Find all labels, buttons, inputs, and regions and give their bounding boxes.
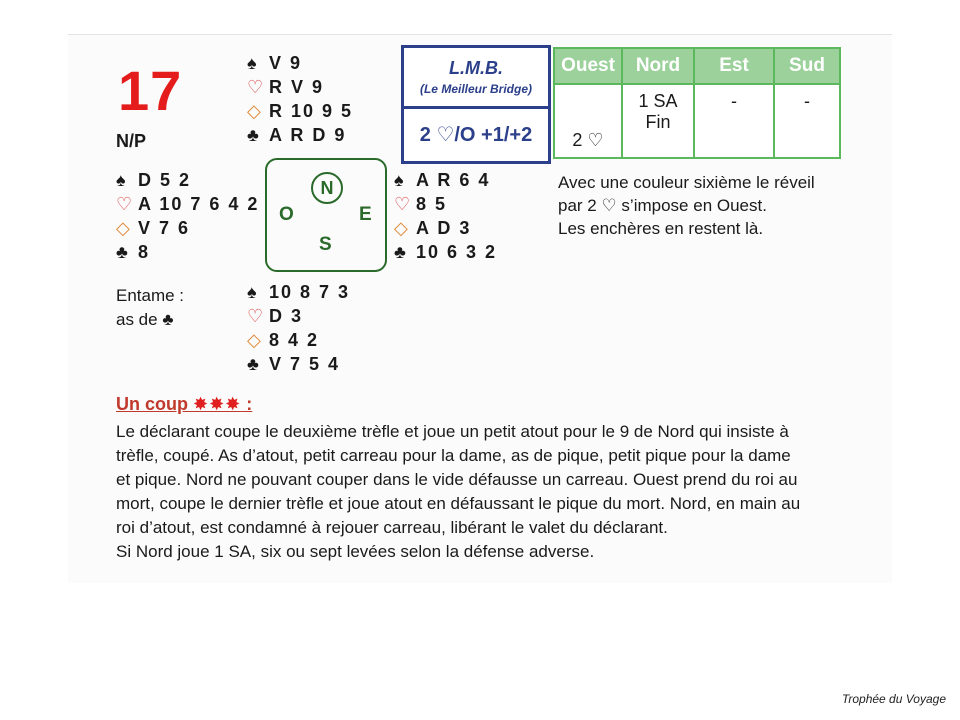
spade-icon: ♠ <box>247 53 257 73</box>
club-icon: ♣ <box>116 242 128 262</box>
diamond-icon: ◇ <box>394 218 408 238</box>
compass-box <box>265 158 387 272</box>
lmb-subtitle: (Le Meilleur Bridge) <box>419 82 532 96</box>
heart-icon: ♡ <box>116 194 133 214</box>
east-diamonds: A D 3 <box>416 218 472 238</box>
diamond-icon: ◇ <box>116 218 130 238</box>
coup-heading <box>116 394 252 415</box>
bid-nord <box>622 84 694 158</box>
bid-ouest: 2 ♡ <box>554 84 622 158</box>
south-hand <box>247 280 350 376</box>
lmb-title: L.M.B. <box>449 58 503 78</box>
bidding-header-nord: Nord <box>622 48 694 84</box>
north-diamonds: R 10 9 5 <box>269 101 354 121</box>
lead-label: Entame : <box>116 286 185 305</box>
text-line: Si Nord joue 1 SA, six ou sept levées selon la défense adverse. <box>116 542 595 561</box>
bidding-header-ouest: Ouest <box>554 48 622 84</box>
coup-title: Un coup <box>116 394 188 414</box>
heart-icon: ♡ <box>394 194 411 214</box>
south-diamonds: 8 4 2 <box>269 330 320 350</box>
lmb-score: 2 ♡/O +1/+2 <box>419 124 533 146</box>
star-rating-icon: ✸✸✸ <box>193 394 242 414</box>
bidding-header-sud: Sud <box>774 48 840 84</box>
compass-east: E <box>359 204 372 225</box>
north-hearts: R V 9 <box>269 77 325 97</box>
text-line: roi d’atout, est condamné à rejouer carreau, libérant le valet du déclarant. <box>116 518 668 537</box>
club-icon: ♣ <box>247 354 259 374</box>
diamond-icon: ◇ <box>247 101 261 121</box>
east-spades: A R 6 4 <box>416 170 491 190</box>
dealer-vulnerability: N/P <box>116 131 147 151</box>
deal-number: 17 <box>118 59 183 122</box>
bidding-header-est: Est <box>694 48 774 84</box>
coup-explanation <box>116 420 842 564</box>
lead-card: as de <box>116 310 158 329</box>
text-line: Le déclarant coupe le deuxième trèfle et joue un petit atout pour le 9 de Nord qui insiste à <box>116 422 789 441</box>
comment-line: Avec une couleur sixième le réveil <box>558 173 815 192</box>
east-clubs: 10 6 3 2 <box>416 242 498 262</box>
club-icon: ♣ <box>162 310 174 329</box>
bid-nord-first: 1 SA <box>638 91 678 111</box>
spade-icon: ♠ <box>394 170 404 190</box>
west-hand <box>116 168 259 264</box>
east-hearts: 8 5 <box>416 194 448 214</box>
bidding-comment <box>558 171 858 240</box>
west-diamonds: V 7 6 <box>138 218 191 238</box>
compass-north: N <box>311 172 343 204</box>
club-icon: ♣ <box>247 125 259 145</box>
coup-colon: : <box>241 394 253 414</box>
south-clubs: V 7 5 4 <box>269 354 341 374</box>
bidding-table <box>553 47 841 159</box>
west-clubs: 8 <box>138 242 151 262</box>
comment-line: par 2 ♡ s’impose en Ouest. <box>558 196 767 215</box>
lmb-divider <box>404 106 548 109</box>
club-icon: ♣ <box>394 242 406 262</box>
east-hand <box>394 168 497 264</box>
heart-icon: ♡ <box>247 77 264 97</box>
text-line: trèfle, coupé. As d’atout, petit carreau pour la dame, as de pique, petit pique pour la dame <box>116 446 791 465</box>
north-spades: V 9 <box>269 53 303 73</box>
north-hand <box>247 51 353 147</box>
spade-icon: ♠ <box>247 282 257 302</box>
comment-line: Les enchères en restent là. <box>558 219 764 238</box>
heart-icon: ♡ <box>247 306 264 326</box>
bid-sud: - <box>774 84 840 158</box>
text-line: et pique. Nord ne pouvant couper dans le vide défausse un carreau. Ouest prend du roi au <box>116 470 798 489</box>
north-clubs: A R D 9 <box>269 125 347 145</box>
west-spades: D 5 2 <box>138 170 192 190</box>
compass-west: O <box>279 204 294 225</box>
bid-nord-second: Fin <box>645 112 671 132</box>
lmb-box <box>401 45 551 164</box>
footer-caption: Trophée du Voyage <box>841 692 946 706</box>
text-line: mort, coupe le dernier trèfle et joue atout en défaussant le pique du mort. Nord, en main au <box>116 494 801 513</box>
south-spades: 10 8 7 3 <box>269 282 351 302</box>
bid-est: - <box>694 84 774 158</box>
diamond-icon: ◇ <box>247 330 261 350</box>
south-hearts: D 3 <box>269 306 304 326</box>
west-hearts: A 10 7 6 4 2 <box>138 194 260 214</box>
compass-south: S <box>319 234 332 255</box>
opening-lead <box>116 284 184 332</box>
spade-icon: ♠ <box>116 170 126 190</box>
